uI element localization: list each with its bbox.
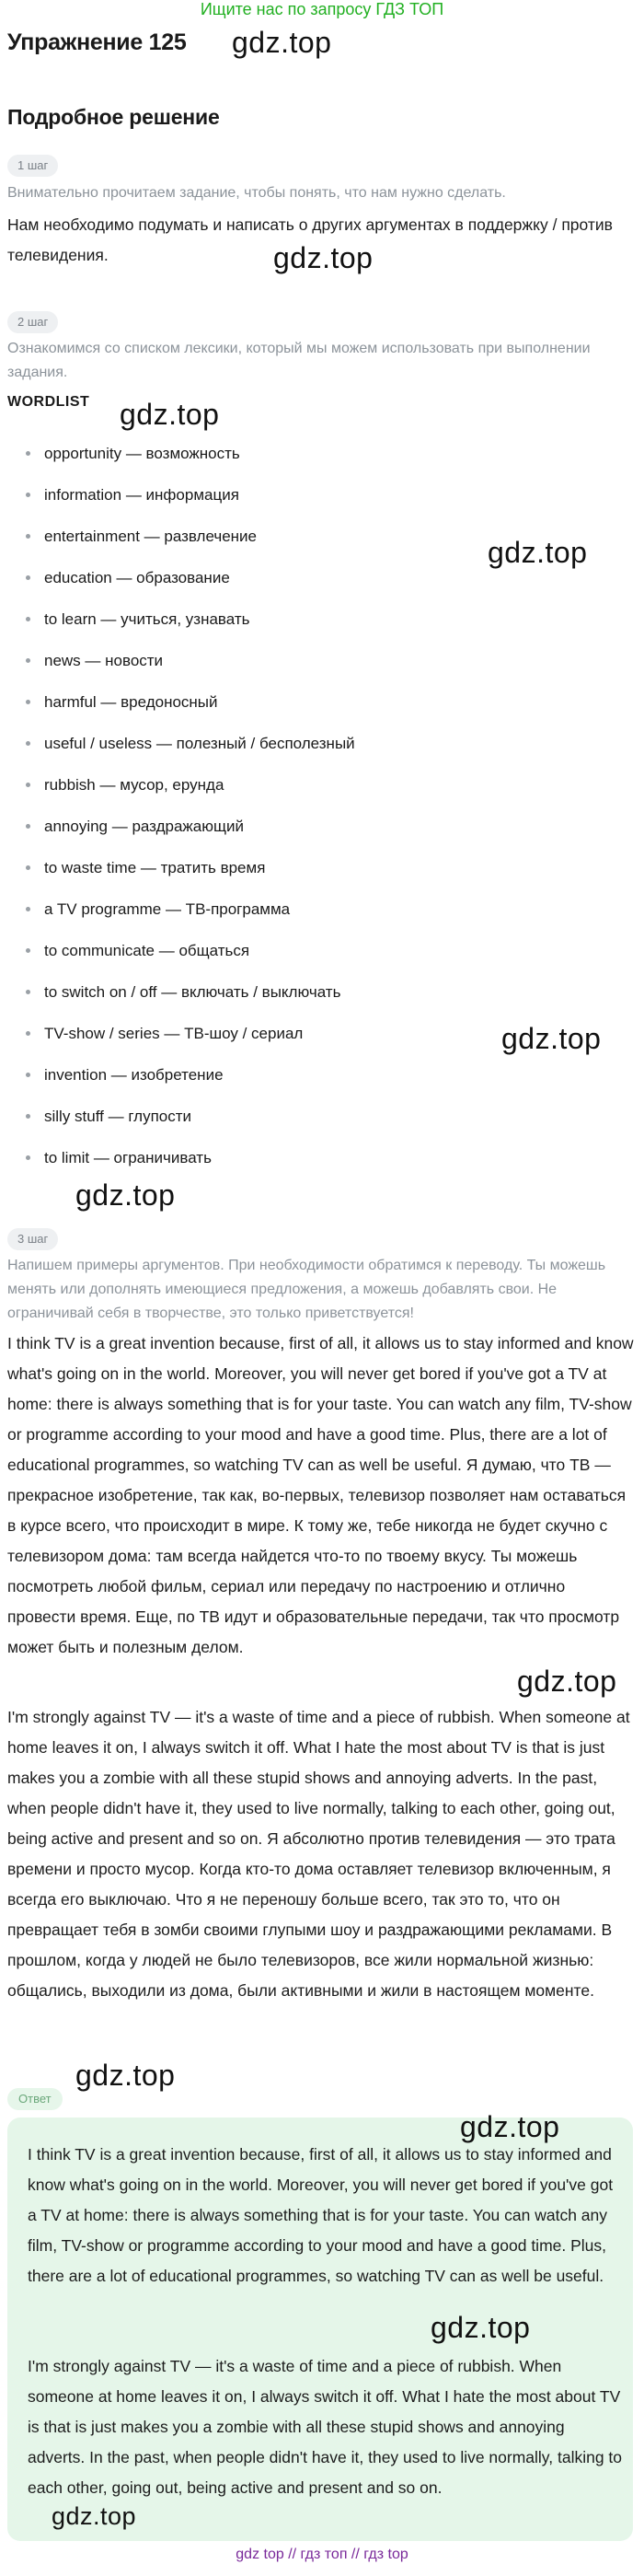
watermark: gdz.top (75, 2059, 176, 2092)
list-item: information — информация (11, 474, 618, 516)
answer-paragraph: I think TV is a great invention because, first of all, it allows us to stay informed and know what's going on in the world. Moreover, you will never get bored if you've got a TV at home: there is always something that is for your taste. You can watch any film, TV-show or programme according to your mood and have a good time. Plus, there are a lot of educational programmes, so watching TV can as well be useful. (28, 2145, 614, 2285)
step-badge: 2 шаг (7, 311, 58, 333)
list-item: entertainment — развлечение (11, 516, 618, 557)
list-item: education — образование (11, 557, 618, 598)
argument-paragraph: I'm strongly against TV — it's a waste of time and a piece of rubbish. When someone at home leaves it on, I always switch it off. What I hate the most about TV is that is just makes you a zombie with all these stupid shows and annoying adverts. In the past, when people didn't have it, they used to live normally, talking to each other, going out, being active and present and so on. Я абсолютно против телевидения — это трата времени и просто мусор. Когда кто-то дома оставляет телевизор включенным, я всегда его выключаю. Что я не переношу больше всего, так это то, что он превращает тебя в зомби своими глупыми шоу и раздражающими рекламами. В прошлом, когда у людей не было телевизоров, все жили нормальной жизнью: общались, выходили из дома, были активными и жили в настоящем моменте. (7, 1708, 630, 2000)
list-item: to communicate — общаться (11, 930, 618, 971)
watermark: gdz.top (232, 26, 332, 59)
watermark: gdz.top (431, 2311, 531, 2344)
step-hint: Напишем примеры аргументов. При необходимости обратимся к переводу. Ты можешь менять или дополнять имеющиеся предложения, а можешь добавлять свои. Не ограничивай себя в творчестве, это только приветствуется! (7, 1258, 606, 1321)
step-badge: 3 шаг (7, 1228, 58, 1250)
answer-paragraph: I'm strongly against TV — it's a waste of time and a piece of rubbish. When someone at home leaves it on, I always switch it off. What I hate the most about TV is that is just makes you a zombie with all these stupid shows and annoying adverts. In the past, when people didn't have it, they used to live normally, talking to each other, going out, being active and present and so on. (28, 2357, 623, 2497)
step-hint: Ознакомимся со списком лексики, который мы можем использовать при выполнении задания. (7, 341, 591, 380)
step-badge: 1 шаг (7, 155, 58, 177)
list-item: opportunity — возможность (11, 433, 618, 474)
list-item: a TV programme — ТВ-программа (11, 888, 618, 930)
watermark: gdz.top (501, 1022, 602, 1055)
wordlist-title: WORDLIST (7, 394, 90, 410)
watermark: gdz.top (52, 2502, 137, 2530)
list-item: to switch on / off — включать / выключать (11, 971, 618, 1013)
list-item: harmful — вредоносный (11, 681, 618, 723)
list-item: TV-show / series — ТВ-шоу / сериал (11, 1013, 618, 1054)
list-item: to limit — ограничивать (11, 1137, 618, 1178)
list-item: to waste time — тратить время (11, 847, 618, 888)
list-item: rubbish — мусор, ерунда (11, 764, 618, 806)
watermark: gdz.top (120, 398, 220, 431)
watermark: gdz.top (517, 1665, 617, 1698)
watermark: gdz.top (460, 2110, 560, 2143)
watermark: gdz.top (488, 536, 588, 569)
answer-badge: Ответ (7, 2088, 63, 2110)
step-text: Нам необходимо подумать и написать о других аргументах в поддержку / против телевидения. (7, 215, 613, 264)
top-banner: Ищите нас по запросу ГДЗ ТОП (200, 0, 444, 18)
list-item: annoying — раздражающий (11, 806, 618, 847)
watermark: gdz.top (75, 1178, 176, 1212)
list-item: invention — изобретение (11, 1054, 618, 1096)
list-item: to learn — учиться, узнавать (11, 598, 618, 640)
list-item: useful / useless — полезный / бесполезный (11, 723, 618, 764)
page-title: Упражнение 125 (7, 29, 187, 55)
step-hint: Внимательно прочитаем задание, чтобы понять, что нам нужно сделать. (7, 185, 506, 201)
list-item: silly stuff — глупости (11, 1096, 618, 1137)
section-title: Подробное решение (7, 105, 220, 129)
wordlist (11, 433, 618, 1178)
footer: gdz top // гдз топ // гдз top (236, 2547, 408, 2562)
list-item: news — новости (11, 640, 618, 681)
watermark: gdz.top (273, 241, 374, 274)
argument-paragraph: I think TV is a great invention because, first of all, it allows us to stay informed and know what's going on in the world. Moreover, you will never get bored if you've got a TV at home: there is always something that is for your taste. You can watch any film, TV-show or programme according to your mood and have a good time. Plus, there are a lot of educational programmes, so watching TV can as well be useful. Я думаю, что ТВ — прекрасное изобретение, так как, во-первых, телевизор позволяет нам оставаться в курсе всего, что происходит в мире. К тому же, тебе никогда не будет скучно с телевизором дома: там всегда найдется что-то по твоему вкусу. Ты можешь посмотреть любой фильм, сериал или передачу по настроению и отлично провести время. Еще, по ТВ идут и образовательные передачи, так что просмотр может быть и полезным делом. (7, 1334, 634, 1656)
